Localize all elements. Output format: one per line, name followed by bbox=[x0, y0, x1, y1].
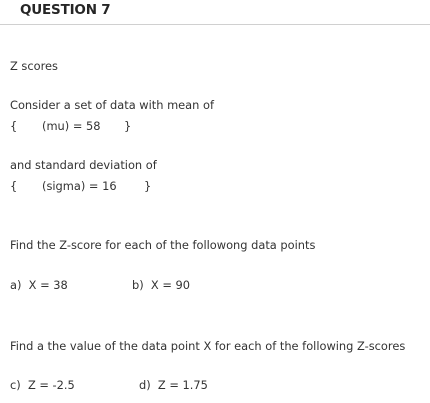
intro-sd-text: and standard deviation of bbox=[10, 158, 157, 172]
mu-value-text: (mu) = 58 bbox=[42, 119, 101, 133]
part-d-text: d) Z = 1.75 bbox=[139, 378, 208, 392]
mu-open-brace: { bbox=[10, 119, 18, 133]
part-a-text: a) X = 38 bbox=[10, 278, 68, 292]
sigma-open-brace: { bbox=[10, 179, 18, 193]
sigma-value-text: (sigma) = 16 bbox=[42, 179, 117, 193]
sigma-close-brace: } bbox=[144, 179, 152, 193]
part-c-text: c) Z = -2.5 bbox=[10, 378, 75, 392]
task-z-score-text: Find the Z-score for each of the followong data points bbox=[10, 238, 316, 252]
mu-close-brace: } bbox=[124, 119, 132, 133]
intro-mean-text: Consider a set of data with mean of bbox=[10, 98, 214, 112]
task-data-point-text: Find a the value of the data point X for each of the following Z-scores bbox=[10, 339, 406, 353]
question-title: QUESTION 7 bbox=[20, 2, 111, 18]
part-b-text: b) X = 90 bbox=[132, 278, 190, 292]
title-divider bbox=[0, 24, 430, 25]
section-heading: Z scores bbox=[10, 59, 58, 73]
